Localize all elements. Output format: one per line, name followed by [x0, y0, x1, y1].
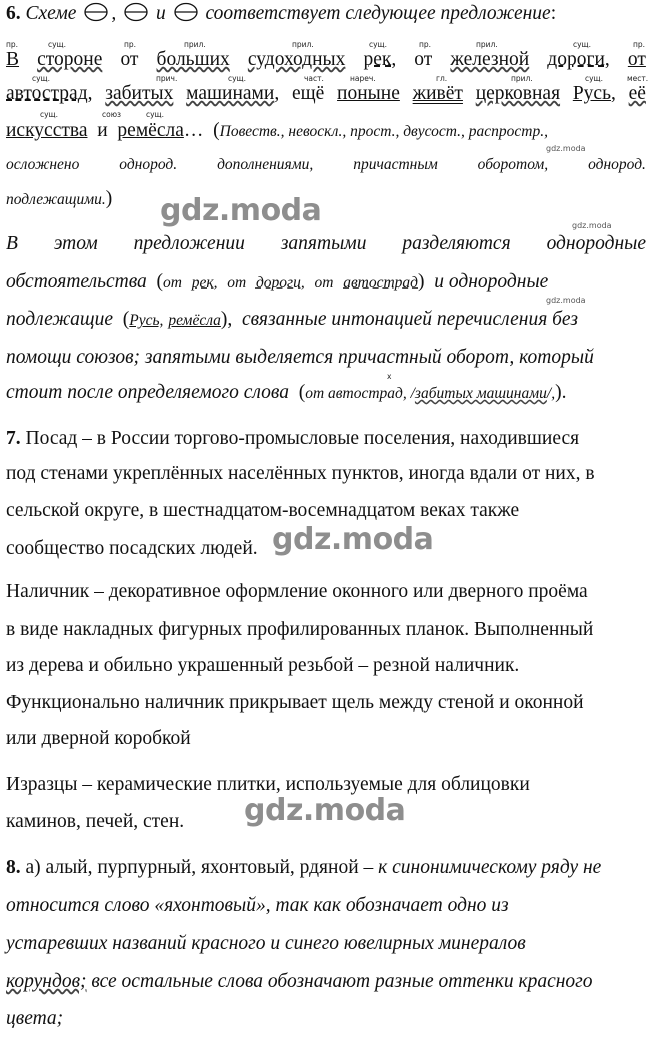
sentence-word: искусства: [6, 120, 88, 141]
sentence-word: забитых: [105, 83, 174, 104]
sentence-word: Русь: [572, 83, 611, 104]
analysis-line-1: Повеств., невоскл., прост., двусост., распростр.,: [219, 123, 548, 140]
sentence-word: машинами: [186, 83, 275, 104]
sentence-word: от: [414, 49, 433, 70]
pos-tag: сущ.: [146, 110, 165, 119]
sentence-word: больших: [156, 49, 230, 70]
pos-tag: сущ.: [32, 74, 51, 83]
scheme-circle-icon-1: [83, 2, 109, 22]
watermark-logo: gdz.moda: [160, 193, 322, 228]
nalichnik-line-1: Наличник – декоративное оформление оконного или дверного проёма: [6, 581, 588, 602]
pos-tag: гл.: [436, 74, 448, 83]
posad-line-4: сообщество посадских людей.: [6, 538, 258, 559]
pos-tag: прил.: [184, 40, 206, 49]
analysis-line-2: осложнено однород. дополнениями, причастным оборотом, однород.: [6, 156, 646, 173]
analysis-line-3: подлежащими.): [6, 188, 113, 209]
task6-intro-after: соответствует следующее предложение: [205, 3, 551, 24]
sentence-word: поныне: [337, 83, 400, 104]
sentence-word: церковная: [475, 83, 561, 104]
sentence-word: стороне: [37, 49, 103, 70]
explain-line-3: подлежащие (Русь, ремёсла), связанные интонацией перечисления без: [6, 309, 578, 330]
task8-line-2: относится слово «яхонтовый», так как обозначает одно из: [6, 895, 509, 916]
sentence-word: судоходных: [247, 49, 346, 70]
sentence-word: рек: [363, 49, 392, 70]
sentence-line-2: автострад, забитых машинами, ещё поныне живёт церковная Русь, её: [6, 83, 646, 104]
task6-intro-before: Схеме: [25, 3, 77, 24]
pos-tag: сущ.: [40, 110, 59, 119]
pos-tag: сущ.: [369, 40, 388, 49]
pos-tag: прил.: [476, 40, 498, 49]
nalichnik-line-5: или дверной коробкой: [6, 728, 191, 749]
sentence-word: её: [628, 83, 646, 104]
pos-tag: союз: [102, 110, 122, 119]
watermark-small: gdz.moda: [572, 221, 612, 230]
pos-tag: сущ.: [228, 74, 247, 83]
pos-tag: пр.: [419, 40, 432, 49]
pos-tag: пр.: [6, 40, 19, 49]
sentence-word: ещё: [291, 83, 325, 104]
task8-number: 8.: [6, 857, 21, 878]
x-mark: х: [387, 372, 392, 381]
pos-tag: нареч.: [350, 74, 376, 83]
explain-line-1: В этом предложении запятыми разделяются однородные: [6, 233, 646, 254]
explain-line-4: помощи союзов; запятыми выделяется причастный оборот, который: [6, 347, 594, 368]
nalichnik-line-4: Функционально наличник прикрывает щель между стеной и оконной: [6, 692, 584, 713]
watermark-logo: gdz.moda: [272, 522, 434, 557]
task8-line-4: корундов; все остальные слова обозначают разные оттенки красного: [6, 971, 593, 992]
watermark-small: gdz.moda: [546, 296, 586, 305]
pos-tag: пр.: [124, 40, 137, 49]
izrazcy-line-2: каминов, печей, стен.: [6, 811, 185, 832]
pos-tag: прич.: [156, 74, 178, 83]
posad-line-3: сельской округе, в шестнадцатом-восемнадцатом веках также: [6, 500, 520, 521]
pos-tag: прил.: [511, 74, 533, 83]
pos-tag: сущ.: [573, 40, 592, 49]
pos-tag: сущ.: [48, 40, 67, 49]
sentence-line-1: В стороне от больших судоходных рек, от железной дороги, от: [6, 49, 646, 70]
explain-line-5: стоит после определяемого слова (от автострад, /забитых машинами/,).: [6, 382, 567, 403]
sentence-word: живёт: [412, 83, 463, 104]
sentence-word: дороги: [547, 49, 605, 70]
watermark-logo: gdz.moda: [244, 793, 406, 828]
task8-line-1: 8. а) алый, пурпурный, яхонтовый, рдяной – к синонимическому ряду не: [6, 857, 602, 878]
task7-number: 7.: [6, 428, 21, 449]
pos-tag: мест.: [627, 74, 649, 83]
posad-line-1: 7. Посад – в России торгово-промысловые поселения, находившиеся: [6, 428, 580, 449]
sentence-word: В: [6, 49, 20, 70]
pos-tag: пр.: [633, 40, 646, 49]
sentence-word: автострад: [6, 83, 88, 104]
nalichnik-line-2: в виде накладных фигурных профилированных планок. Выполненный: [6, 619, 594, 640]
sentence-word: от: [627, 49, 646, 70]
sentence-word: и: [97, 120, 108, 141]
sentence-word: железной: [450, 49, 530, 70]
izrazcy-line-1: Изразцы – керамические плитки, используемые для облицовки: [6, 774, 530, 795]
nalichnik-line-3: из дерева и обильно украшенный резьбой – резной наличник.: [6, 655, 520, 676]
pos-tag: сущ.: [585, 74, 604, 83]
task6-heading: 6. Схеме , и соответствует следующее предложение:: [6, 3, 557, 24]
pos-tag: прил.: [292, 40, 314, 49]
watermark-small: gdz.moda: [546, 144, 586, 153]
pos-tag: част.: [304, 74, 324, 83]
sentence-line-3: искусства и ремёсла… (Повеств., невоскл., прост., двусост., распростр.,: [6, 120, 548, 141]
task8-line-3: устаревших названий красного и синего ювелирных минералов: [6, 933, 526, 954]
scheme-circle-icon-3: [173, 2, 199, 22]
explain-line-2: обстоятельства (от рек, от дороги, от автострад) и однородные: [6, 271, 549, 292]
task6-number: 6.: [6, 3, 21, 24]
sentence-word: ремёсла: [117, 120, 184, 141]
posad-line-2: под стенами укреплённых населённых пунктов, иногда вдали от них, в: [6, 463, 595, 484]
scheme-circle-icon-2: [123, 2, 149, 22]
sentence-word: от: [120, 49, 139, 70]
task8-line-5: цвета;: [6, 1008, 64, 1029]
